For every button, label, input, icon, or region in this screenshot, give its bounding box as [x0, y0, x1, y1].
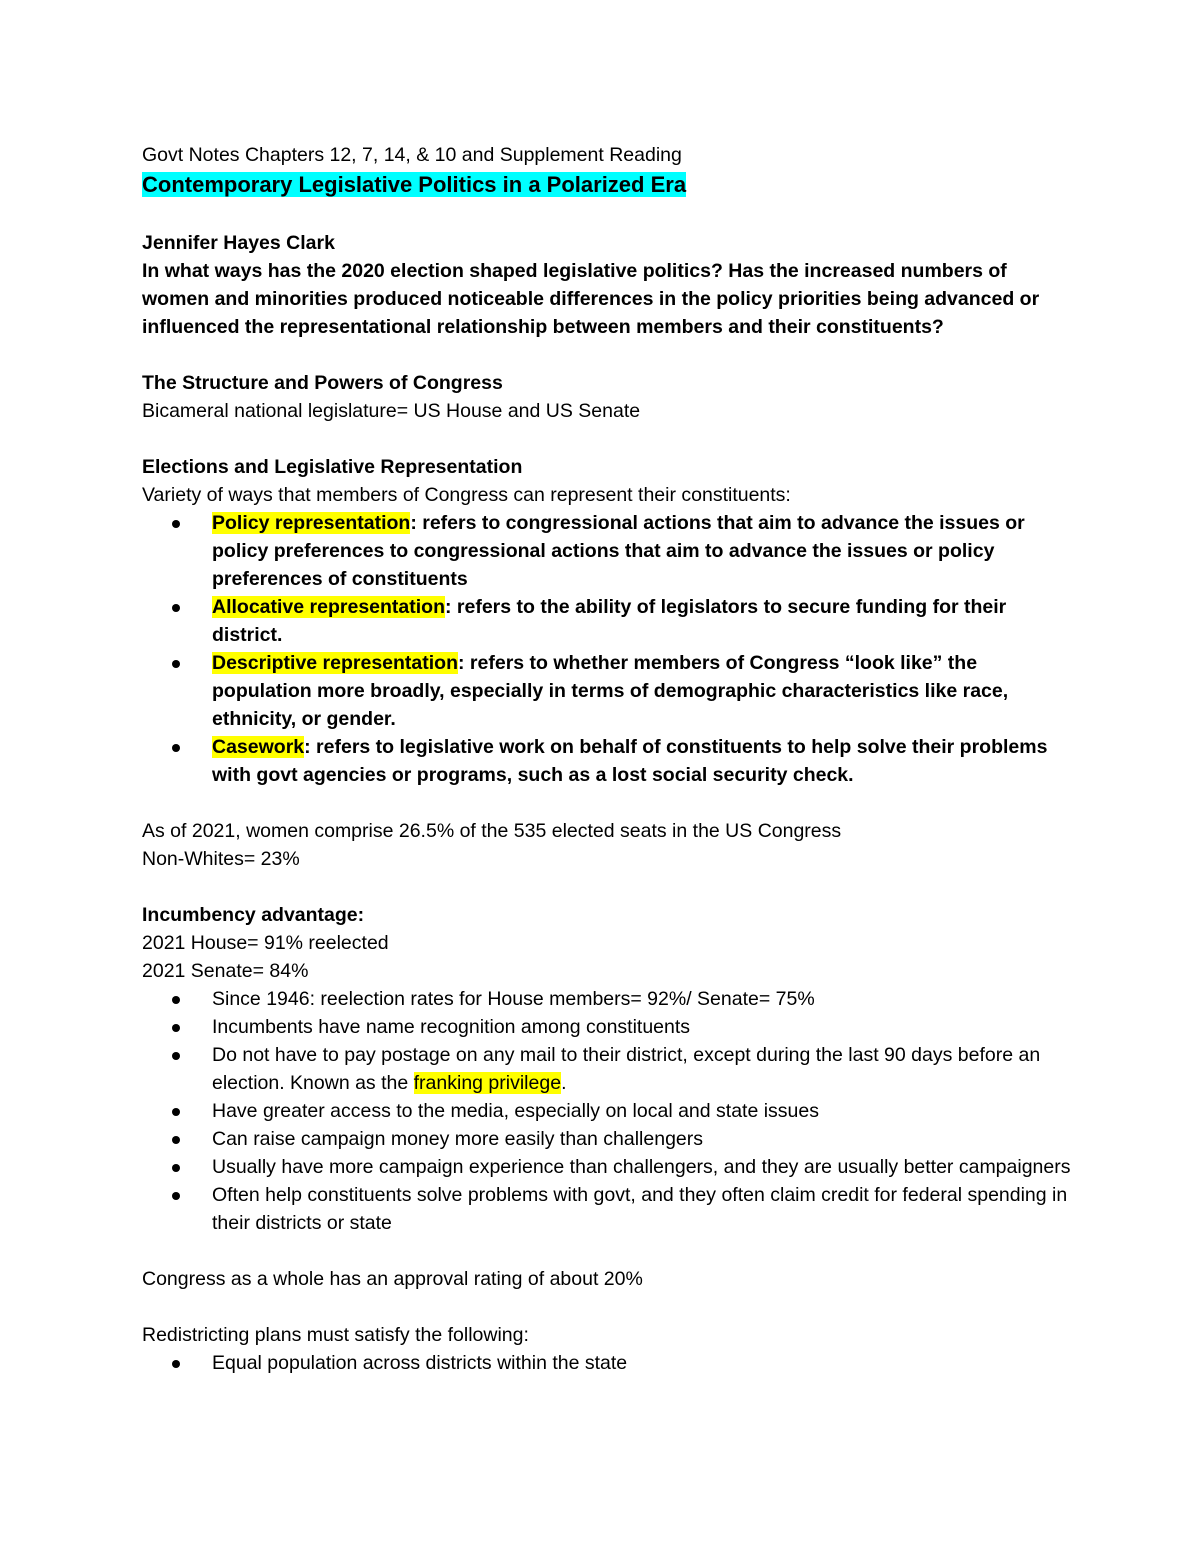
incumbency-heading: Incumbency advantage:: [142, 904, 365, 926]
list-item: [142, 733, 1072, 789]
list-item-text: Can raise campaign money more easily than challengers: [212, 1128, 704, 1150]
women-stat: As of 2021, women comprise 26.5% of the 535 elected seats in the US Congress: [142, 820, 842, 842]
list-item-text: Incumbents have name recognition among constituents: [212, 1016, 691, 1038]
bullet-icon: [172, 1108, 180, 1116]
list-item-text: Usually have more campaign experience than challengers, and they are usually better campaigners: [212, 1156, 1071, 1178]
bullet-icon: [172, 1052, 180, 1060]
redistricting-intro: Redistricting plans must satisfy the following:: [142, 1324, 529, 1346]
bullet-icon: [172, 996, 180, 1004]
list-item-text: Equal population across districts within the state: [212, 1352, 628, 1374]
bullet-icon: [172, 1136, 180, 1144]
list-item: [142, 1181, 1072, 1237]
spacer: [142, 341, 1072, 369]
list-item-text: Often help constituents solve problems with govt, and they often claim credit for federal spending in their districts or state: [212, 1184, 1068, 1234]
senate-stat: 2021 Senate= 84%: [142, 960, 309, 982]
structure-text: Bicameral national legislature= US House and US Senate: [142, 400, 641, 422]
bullet-icon: [172, 744, 180, 752]
highlighted-term: Allocative representation: [212, 596, 445, 618]
list-item-text: : refers to the ability of legislators to secure funding for their district.: [212, 596, 1007, 646]
intro-question: In what ways has the 2020 election shaped legislative politics? Has the increased numbers of women and minorities produced noticeable differences in the policy priorities being advanced or influenced the representational relationship between members and their constituents?: [142, 260, 1040, 338]
list-item: [142, 1125, 1072, 1153]
list-item: [142, 985, 1072, 1013]
title-highlight: Contemporary Legislative Politics in a Polarized Era: [142, 172, 687, 197]
highlighted-term: Casework: [212, 736, 305, 758]
spacer: [142, 1293, 1072, 1321]
author-name: Jennifer Hayes Clark: [142, 232, 335, 254]
list-item: [142, 509, 1072, 593]
list-item: [142, 593, 1072, 649]
list-item-text: : refers to congressional actions that aim to advance the issues or policy preferences to congressional actions that aim to advance the issues or policy preferences of constituents: [212, 512, 1025, 590]
highlighted-term: Policy representation: [212, 512, 411, 534]
list-item: [142, 1349, 1072, 1377]
main-title: [142, 169, 1072, 201]
spacer: [142, 1237, 1072, 1265]
list-item: [142, 1013, 1072, 1041]
document-body: [142, 141, 1072, 1377]
spacer: [142, 201, 1072, 229]
house-stat: 2021 House= 91% reelected: [142, 932, 389, 954]
course-line: Govt Notes Chapters 12, 7, 14, & 10 and Supplement Reading: [142, 144, 682, 166]
highlighted-term: franking privilege: [413, 1072, 562, 1094]
bullet-icon: [172, 1192, 180, 1200]
list-item-text: : refers to whether members of Congress “look like” the population more broadly, especially in terms of demographic characteristics like race, ethnicity, or gender.: [212, 652, 1009, 730]
list-item: [142, 1041, 1072, 1097]
approval-text: Congress as a whole has an approval rating of about 20%: [142, 1268, 643, 1290]
bullet-icon: [172, 1024, 180, 1032]
list-item: [142, 1097, 1072, 1125]
representation-intro: Variety of ways that members of Congress can represent their constituents:: [142, 484, 791, 506]
incumbency-list: [142, 985, 1072, 1237]
list-item-text: Do not have to pay postage on any mail to their district, except during the last 90 days before an election. Known as the: [212, 1044, 1041, 1094]
bullet-icon: [172, 520, 180, 528]
spacer: [142, 873, 1072, 901]
list-item-text: Since 1946: reelection rates for House members= 92%/ Senate= 75%: [212, 988, 815, 1010]
list-item-text: : refers to legislative work on behalf of constituents to help solve their problems with govt agencies or programs, such as a lost social security check.: [212, 736, 1048, 786]
spacer: [142, 789, 1072, 817]
bullet-icon: [172, 604, 180, 612]
representation-heading: Elections and Legislative Representation: [142, 456, 523, 478]
highlighted-term: Descriptive representation: [212, 652, 459, 674]
redistricting-list: [142, 1349, 1072, 1377]
representation-list: [142, 509, 1072, 789]
list-item-text: Have greater access to the media, especially on local and state issues: [212, 1100, 819, 1122]
list-item: [142, 1153, 1072, 1181]
bullet-icon: [172, 1164, 180, 1172]
list-item-text: .: [561, 1072, 567, 1094]
bullet-icon: [172, 1360, 180, 1368]
bullet-icon: [172, 660, 180, 668]
spacer: [142, 425, 1072, 453]
list-item: [142, 649, 1072, 733]
structure-heading: The Structure and Powers of Congress: [142, 372, 503, 394]
nonwhite-stat: Non-Whites= 23%: [142, 848, 300, 870]
